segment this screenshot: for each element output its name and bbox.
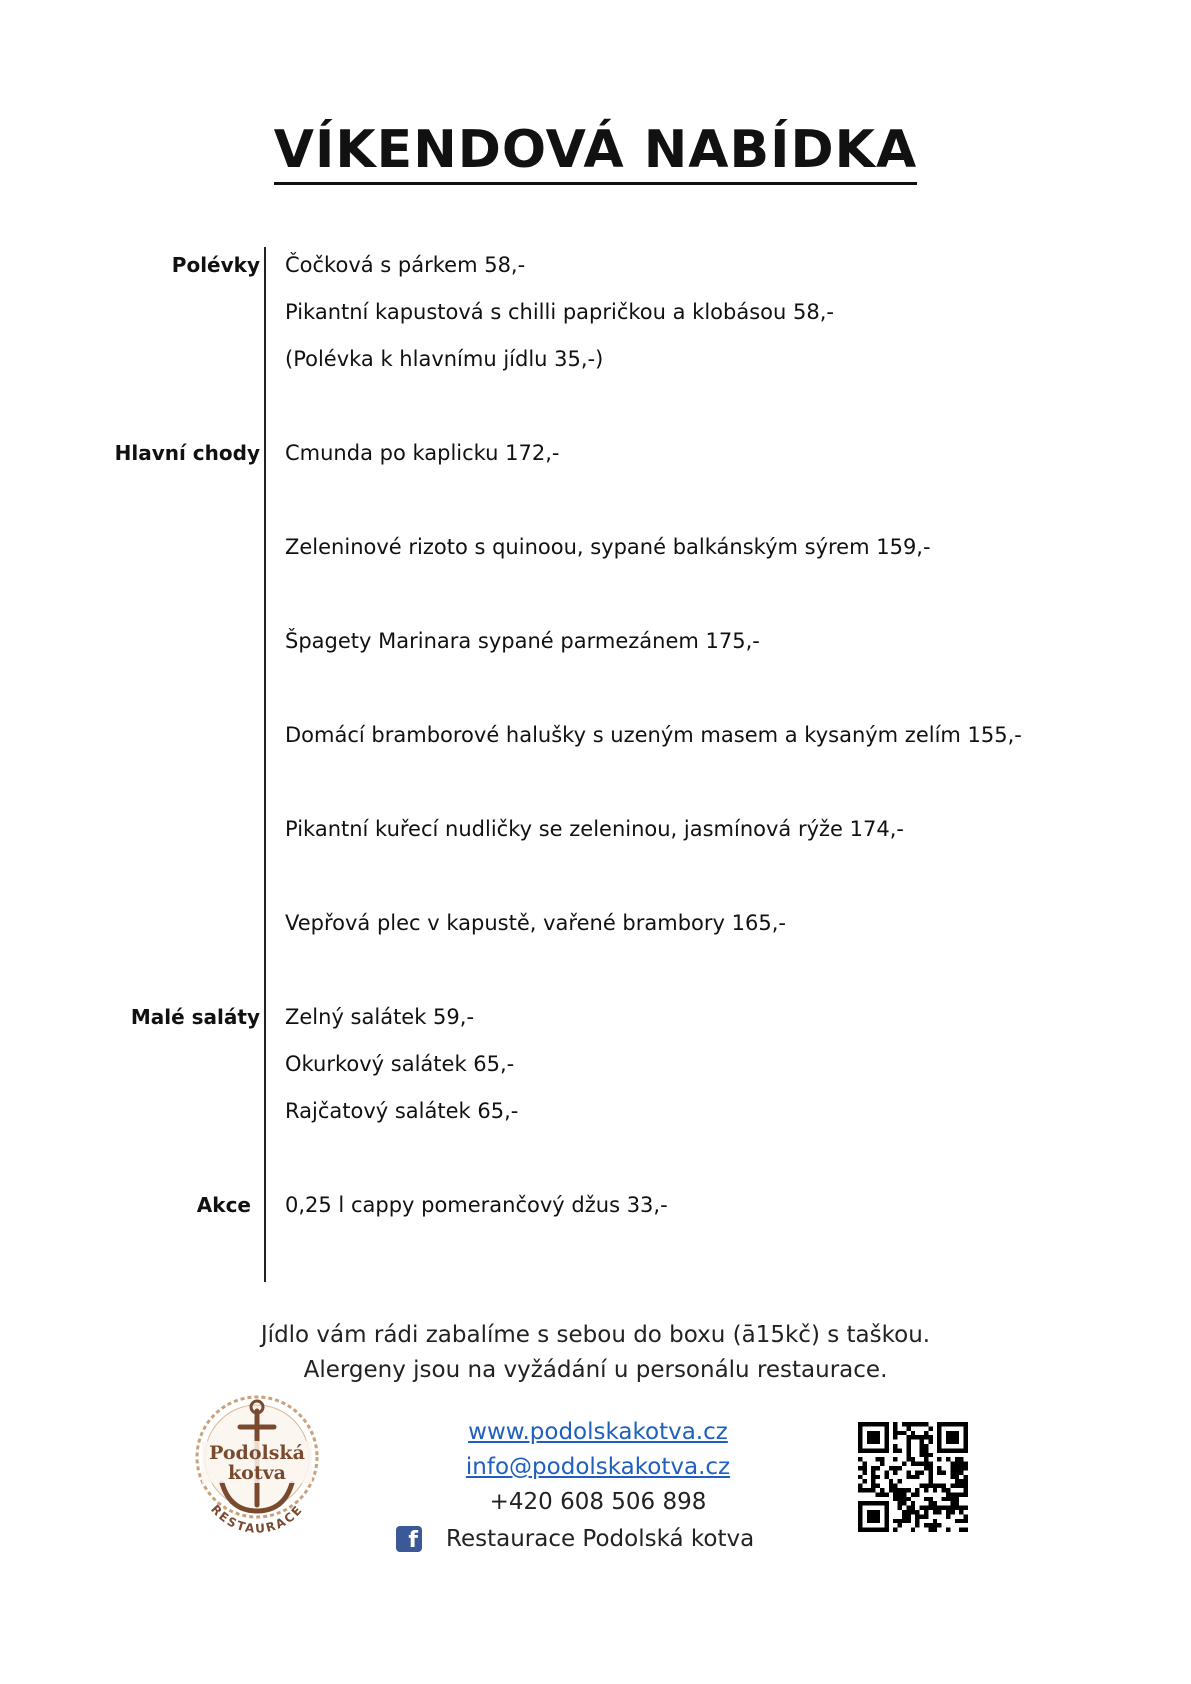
menu-item: Čočková s párkem 58,- [285,253,526,277]
menu-item: Pikantní kuřecí nudličky se zeleninou, jasmínová rýže 174,- [285,817,904,841]
menu-item: Zelný salátek 59,- [285,1005,475,1029]
packaging-note: Jídlo vám rádi zabalíme s sebou do boxu (ā15kč) s taškou. [260,1322,931,1348]
menu-item: Špagety Marinara sypané parmezánem 175,- [285,629,760,653]
category-polevky: Polévky [171,253,260,277]
logo-text-line2: kotva [228,1462,286,1484]
category-hlavni-chody: Hlavní chody [114,441,260,465]
restaurant-logo [180,1393,334,1547]
email-row [398,1452,798,1482]
menu-item: Zeleninové rizoto s quinoou, sypané balkánským sýrem 159,- [285,535,931,559]
website-link[interactable]: www.podolskakotva.cz [468,1419,728,1445]
menu-item: Vepřová plec v kapustě, vařené brambory 165,- [285,911,786,935]
category-male-salaty: Malé saláty [130,1005,260,1029]
menu-divider-line [264,247,266,1282]
phone-number: +420 608 506 898 [489,1489,707,1515]
menu-item: Pikantní kapustová s chilli papričkou a klobásou 58,- [285,300,834,324]
category-akce: Akce [196,1193,251,1217]
menu-item: Rajčatový salátek 65,- [285,1099,519,1123]
page-title-wrap [0,118,1191,185]
logo-arc-text: RESTAURACE [208,1502,306,1536]
email-link[interactable]: info@podolskakotva.cz [465,1454,731,1480]
qr-code-icon [858,1422,968,1532]
menu-item: Okurkový salátek 65,- [285,1052,515,1076]
menu-item: 0,25 l cappy pomerančový džus 33,- [285,1193,668,1217]
menu-item: Domácí bramborové halušky s uzeným masem a kysaným zelím 155,- [285,723,1022,747]
logo-text-line1: Podolská [209,1442,305,1464]
menu-item: Cmunda po kaplicku 172,- [285,441,560,465]
facebook-row[interactable] [396,1523,754,1555]
allergen-note: Alergeny jsou na vyžádání u personálu restaurace. [303,1357,888,1383]
menu-item: (Polévka k hlavnímu jídlu 35,-) [285,347,604,371]
page-title: VÍKENDOVÁ NABÍDKA [274,118,917,185]
facebook-label: Restaurace Podolská kotva [446,1526,755,1552]
website-row [398,1417,798,1447]
facebook-icon[interactable]: f [396,1526,422,1552]
